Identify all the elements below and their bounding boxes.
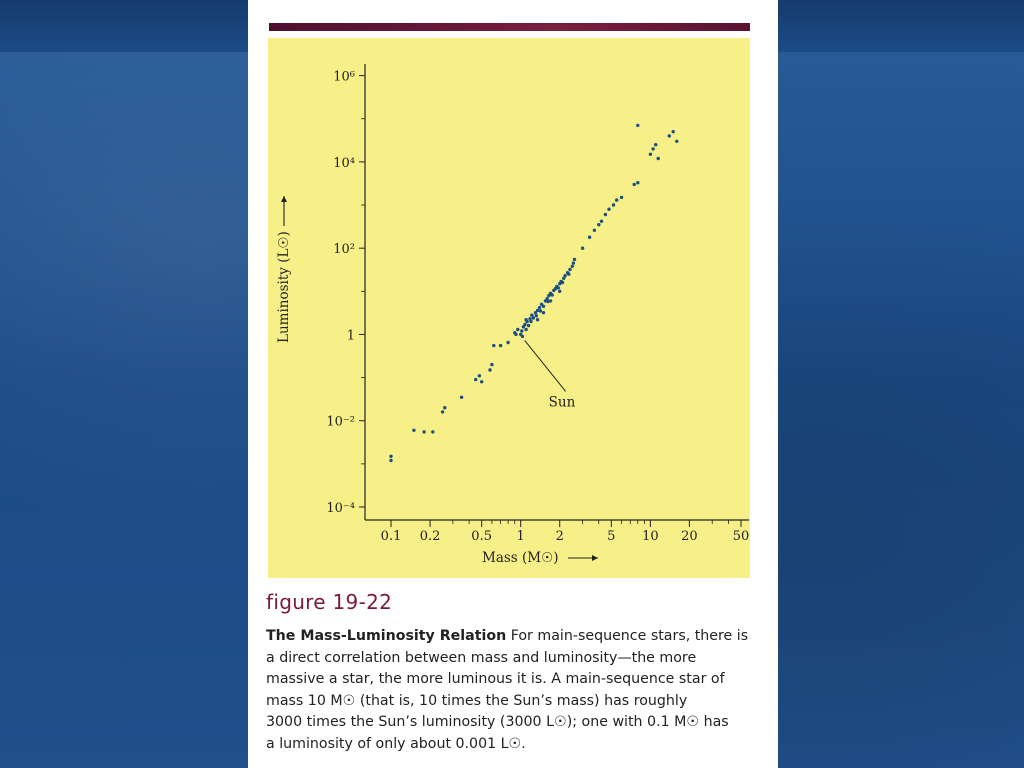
caption-line-2: a direct correlation between mass and luminosity—the more [266,649,697,666]
data-point [557,286,560,289]
x-tick-label: 1 [516,529,525,544]
sun-label: Sun [548,394,576,411]
data-point [431,430,434,433]
data-point [549,299,552,302]
data-point [571,265,574,268]
data-point [520,329,523,332]
data-point [615,198,618,201]
x-tick-label: 0.2 [419,529,441,544]
data-point [675,140,678,143]
x-axis-title: Mass (M☉) [482,550,559,566]
y-axis-arrowhead [281,196,287,202]
data-point [474,378,477,381]
caption-title: The Mass-Luminosity Relation [266,628,507,644]
data-point [539,309,542,312]
x-tick-label: 0.1 [380,529,402,544]
data-point [523,323,526,326]
figure-label: figure 19-22 [266,590,393,614]
mass-luminosity-chart [268,38,750,578]
data-point [535,314,538,317]
data-point [441,410,444,413]
data-point [588,236,591,239]
x-axis-arrowhead [592,555,598,561]
data-point [551,293,554,296]
data-point [563,274,566,277]
data-point [558,290,561,293]
caption-line-3: massive a star, the more luminous it is. A main-sequence star of [266,671,725,688]
x-tick-label: 0.5 [471,529,492,544]
textbook-page [248,0,778,768]
x-tick-label: 2 [555,529,564,544]
data-point [633,183,636,186]
data-point [536,309,539,312]
caption-line-4: mass 10 M☉ (that is, 10 times the Sun’s mass) has roughly [266,692,688,709]
axes [281,64,749,561]
data-point [521,335,524,338]
x-tick-label: 20 [681,529,698,544]
y-tick-label: 10⁻² [326,414,355,430]
data-point [516,328,519,331]
data-point [527,324,530,327]
figure-caption [266,626,761,756]
data-point [412,429,415,432]
data-point [561,281,564,284]
data-point [672,130,675,133]
data-point [636,181,639,184]
data-point [506,341,509,344]
data-point [581,247,584,250]
chart-panel [268,38,750,578]
y-tick-label: 1 [346,328,355,344]
x-tick-label: 10 [642,529,659,544]
y-tick-label: 10⁶ [333,69,355,85]
x-tick-label: 5 [607,529,616,544]
data-point [568,268,571,271]
x-tick-label: 50 [732,529,750,544]
data-point [612,203,615,206]
data-point [492,344,495,347]
data-point [636,124,639,127]
data-point [422,430,425,433]
data-point [524,328,527,331]
data-point [389,455,392,458]
caption-line-1: For main-sequence stars, there is [510,628,749,644]
data-point [460,396,463,399]
data-point [389,459,392,462]
data-point [573,258,576,261]
data-point [546,297,549,300]
data-point [567,272,570,275]
data-point [657,157,660,160]
data-point [542,305,545,308]
data-points [389,124,678,463]
y-tick-label: 10⁴ [333,155,355,171]
caption-line-6: a luminosity of only about 0.001 L☉. [266,735,526,752]
data-point [654,143,657,146]
data-point [536,318,539,321]
data-point [490,363,493,366]
data-point [600,220,603,223]
data-point [593,229,596,232]
data-point [668,134,671,137]
data-point [542,311,545,314]
axis-labels [276,70,749,566]
data-point [499,344,502,347]
data-point [620,196,623,199]
data-point [538,306,541,309]
sun-pointer [525,340,566,391]
y-tick-label: 10² [333,242,355,258]
data-point [572,261,575,264]
data-point [488,368,491,371]
data-point [524,318,527,321]
top-rule [269,23,750,31]
data-point [480,380,483,383]
data-point [607,208,610,211]
y-tick-label: 10⁻⁴ [326,501,355,517]
data-point [597,223,600,226]
data-point [651,147,654,150]
data-point [443,406,446,409]
data-point [514,333,517,336]
y-axis-title: Luminosity (L☉) [276,231,292,343]
data-point [604,213,607,216]
caption-line-5: 3000 times the Sun’s luminosity (3000 L☉); one with 0.1 M☉ has [266,714,729,731]
data-point [478,374,481,377]
data-point [529,320,532,323]
data-point [649,153,652,156]
data-point [532,316,535,319]
